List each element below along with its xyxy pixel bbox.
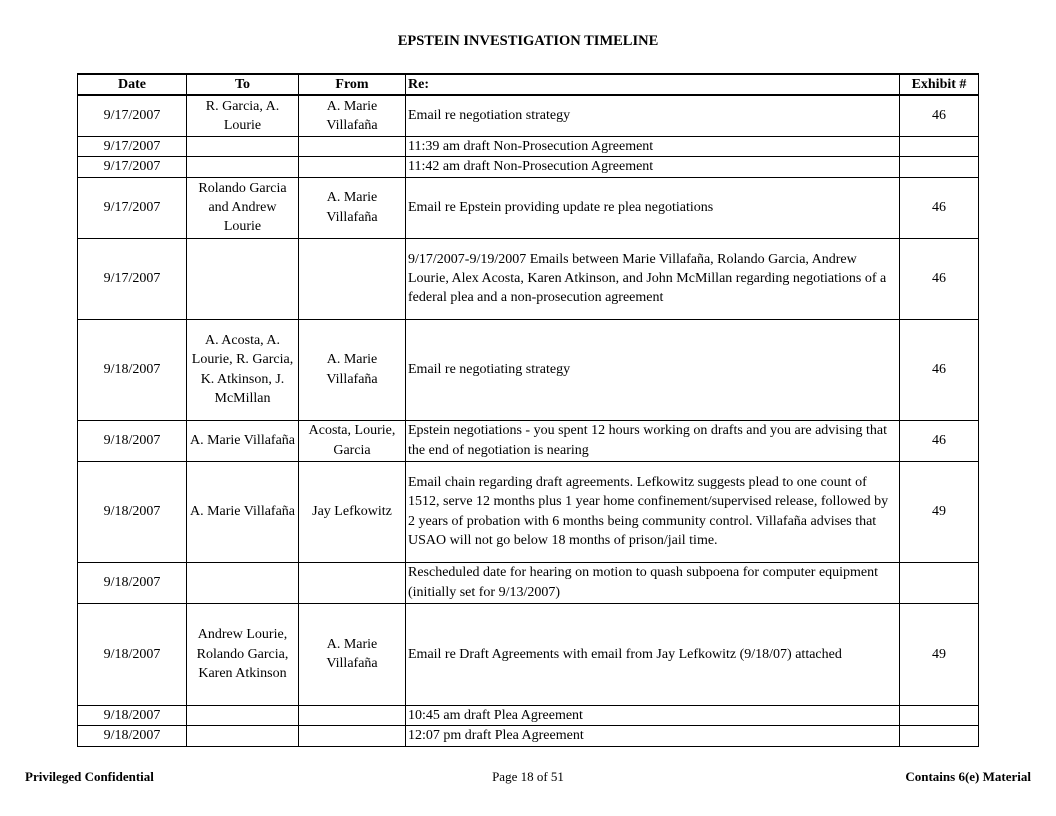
- cell-to: [187, 157, 299, 177]
- cell-re: Email re Draft Agreements with email from Jay Lefkowitz (9/18/07) attached: [406, 603, 900, 705]
- table-row: [78, 562, 979, 603]
- cell-exhibit: [900, 136, 979, 156]
- cell-date: 9/18/2007: [78, 726, 187, 746]
- cell-to: [187, 705, 299, 725]
- table-row: [78, 319, 979, 420]
- column-header-from: From: [299, 74, 406, 95]
- cell-from: A. Marie Villafaña: [299, 603, 406, 705]
- cell-from: Jay Lefkowitz: [299, 461, 406, 562]
- cell-date: 9/17/2007: [78, 177, 187, 238]
- cell-from: [299, 562, 406, 603]
- cell-re: Email re negotiation strategy: [406, 95, 900, 136]
- table-row: [78, 420, 979, 461]
- cell-to: R. Garcia, A. Lourie: [187, 95, 299, 136]
- footer-page-number: Page 18 of 51: [492, 769, 564, 784]
- cell-from: [299, 157, 406, 177]
- cell-from: [299, 726, 406, 746]
- cell-exhibit: 46: [900, 420, 979, 461]
- cell-date: 9/17/2007: [78, 157, 187, 177]
- cell-from: A. Marie Villafaña: [299, 319, 406, 420]
- table-row: [78, 461, 979, 562]
- cell-date: 9/18/2007: [78, 705, 187, 725]
- table-row: [78, 705, 979, 725]
- cell-to: Andrew Lourie, Rolando Garcia, Karen Atkinson: [187, 603, 299, 705]
- cell-exhibit: [900, 157, 979, 177]
- table-row: [78, 136, 979, 156]
- cell-date: 9/18/2007: [78, 420, 187, 461]
- cell-date: 9/18/2007: [78, 461, 187, 562]
- cell-date: 9/18/2007: [78, 319, 187, 420]
- cell-from: [299, 705, 406, 725]
- cell-to: [187, 562, 299, 603]
- cell-exhibit: 46: [900, 177, 979, 238]
- page-title: EPSTEIN INVESTIGATION TIMELINE: [397, 33, 659, 49]
- timeline-table: [77, 73, 979, 747]
- cell-exhibit: 49: [900, 461, 979, 562]
- cell-exhibit: [900, 562, 979, 603]
- table-row: [78, 238, 979, 319]
- table-row: [78, 177, 979, 238]
- column-header-re: Re:: [406, 74, 900, 95]
- table-header-row: [78, 74, 979, 95]
- cell-to: Rolando Garcia and Andrew Lourie: [187, 177, 299, 238]
- cell-exhibit: [900, 726, 979, 746]
- cell-to: [187, 238, 299, 319]
- column-header-date: Date: [78, 74, 187, 95]
- cell-re: 9/17/2007-9/19/2007 Emails between Marie Villafaña, Rolando Garcia, Andrew Lourie, Alex Acosta, Karen Atkinson, and John McMillan regarding negotiations of a federal plea and a non-prosecution agreement: [406, 238, 900, 319]
- column-header-exhibit: Exhibit #: [900, 74, 979, 95]
- cell-date: 9/17/2007: [78, 95, 187, 136]
- cell-to: [187, 726, 299, 746]
- cell-from: Acosta, Lourie, Garcia: [299, 420, 406, 461]
- cell-exhibit: 49: [900, 603, 979, 705]
- cell-exhibit: [900, 705, 979, 725]
- cell-to: [187, 136, 299, 156]
- cell-re: Email re Epstein providing update re plea negotiations: [406, 177, 900, 238]
- cell-re: Email chain regarding draft agreements. Lefkowitz suggests plead to one count of 1512, serve 12 months plus 1 year home confinement/supervised release, followed by 2 years of probation with 6 months being community control. Villafaña advises that USAO will not go below 18 months of prison/jail time.: [406, 461, 900, 562]
- cell-to: A. Acosta, A. Lourie, R. Garcia, K. Atkinson, J. McMillan: [187, 319, 299, 420]
- cell-exhibit: 46: [900, 319, 979, 420]
- cell-to: A. Marie Villafaña: [187, 461, 299, 562]
- cell-from: [299, 238, 406, 319]
- table-row: [78, 95, 979, 136]
- cell-to: A. Marie Villafaña: [187, 420, 299, 461]
- cell-re: 10:45 am draft Plea Agreement: [406, 705, 900, 725]
- cell-from: [299, 136, 406, 156]
- footer-6e-notice: Contains 6(e) Material: [905, 769, 1031, 784]
- footer-privileged-confidential: Privileged Confidential: [25, 769, 154, 784]
- cell-date: 9/17/2007: [78, 136, 187, 156]
- cell-re: 11:42 am draft Non-Prosecution Agreement: [406, 157, 900, 177]
- cell-re: Rescheduled date for hearing on motion to quash subpoena for computer equipment (initially set for 9/13/2007): [406, 562, 900, 603]
- cell-re: 12:07 pm draft Plea Agreement: [406, 726, 900, 746]
- cell-re: Email re negotiating strategy: [406, 319, 900, 420]
- cell-from: A. Marie Villafaña: [299, 177, 406, 238]
- table-row: [78, 603, 979, 705]
- cell-exhibit: 46: [900, 238, 979, 319]
- table-row: [78, 726, 979, 746]
- cell-date: 9/18/2007: [78, 562, 187, 603]
- cell-re: Epstein negotiations - you spent 12 hours working on drafts and you are advising that the end of negotiation is nearing: [406, 420, 900, 461]
- cell-date: 9/17/2007: [78, 238, 187, 319]
- cell-re: 11:39 am draft Non-Prosecution Agreement: [406, 136, 900, 156]
- cell-date: 9/18/2007: [78, 603, 187, 705]
- cell-from: A. Marie Villafaña: [299, 95, 406, 136]
- column-header-to: To: [187, 74, 299, 95]
- cell-exhibit: 46: [900, 95, 979, 136]
- table-row: [78, 157, 979, 177]
